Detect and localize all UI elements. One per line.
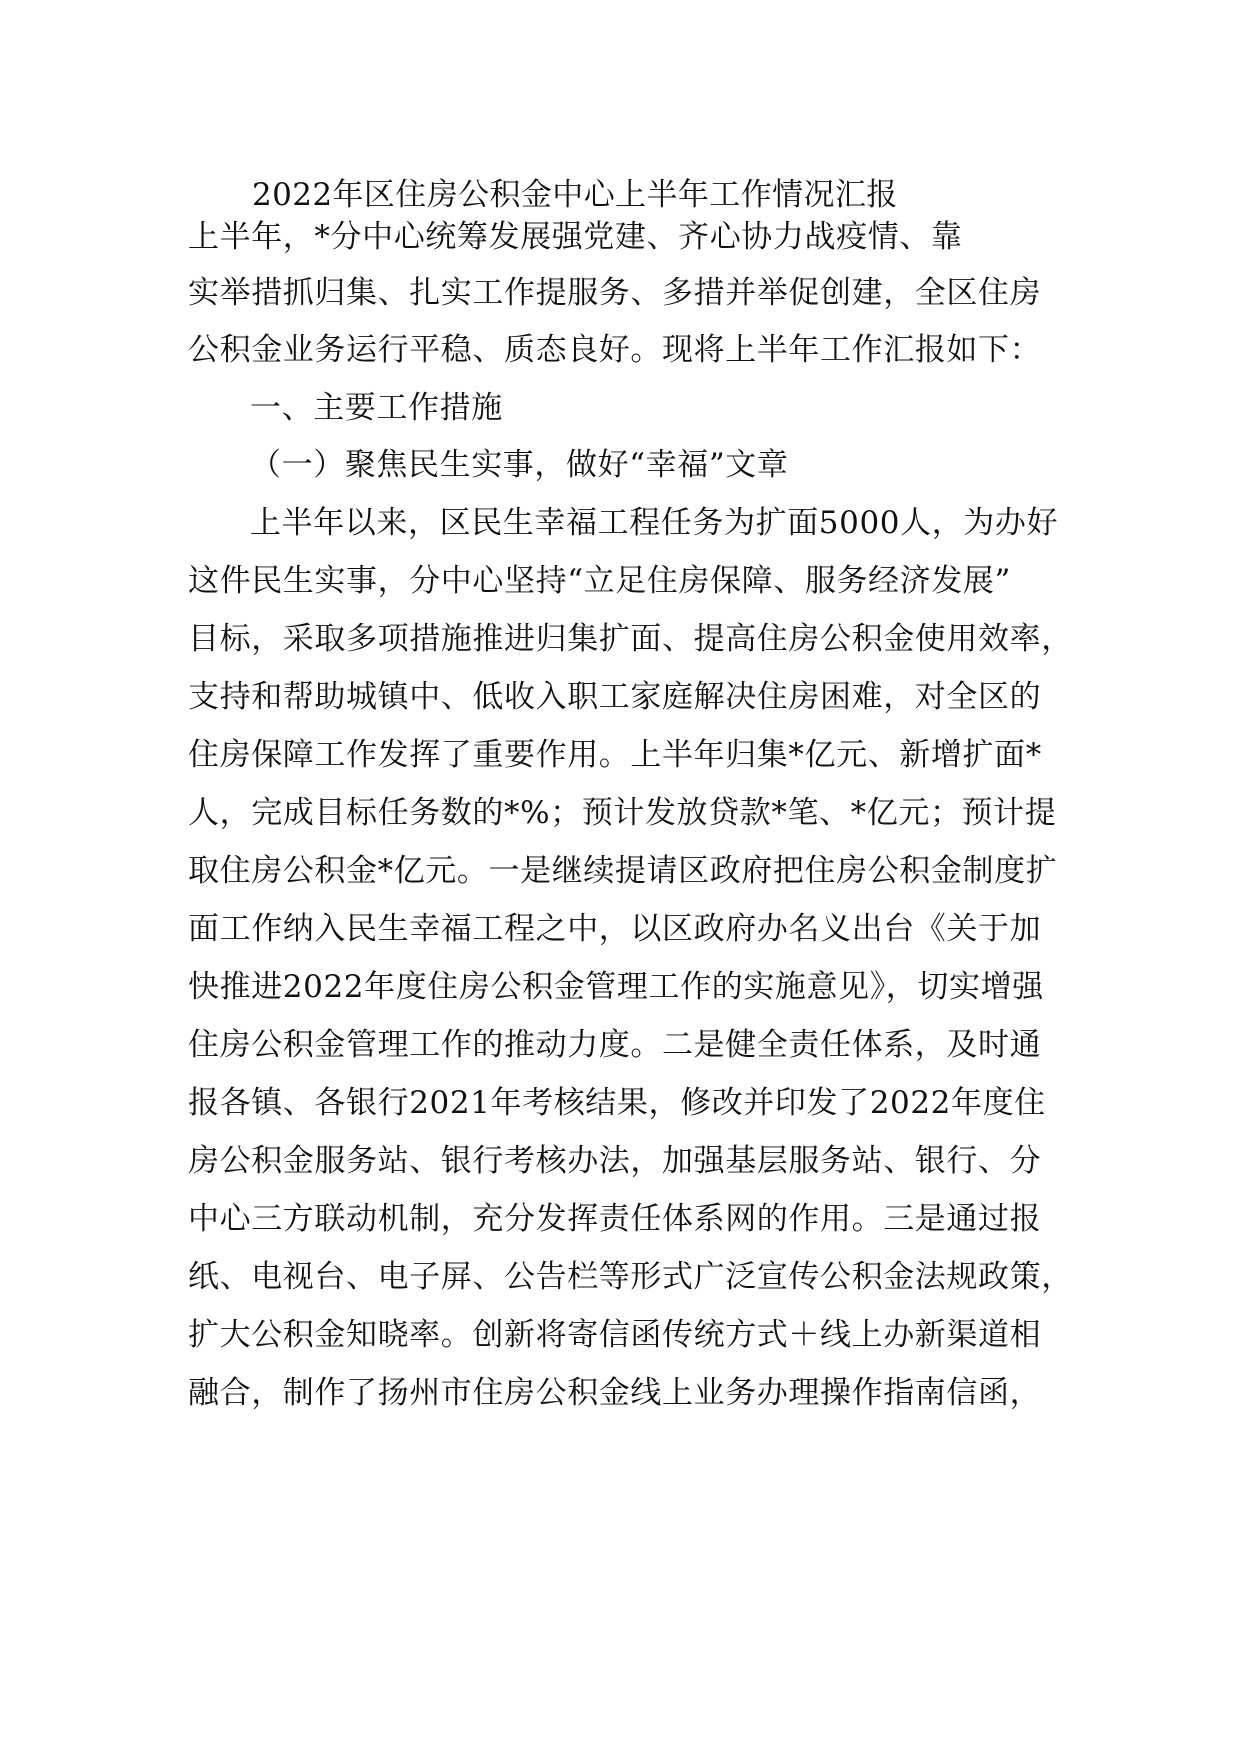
- body-line: 支持和帮助城镇中、低收入职工家庭解决住房困难，对全区的: [188, 679, 1042, 715]
- body-line: 纸、电视台、电子屏、公告栏等形式广泛宣传公积金法规政策，: [188, 1259, 1073, 1295]
- body-line: 目标，采取多项措施推进归集扩面、提高住房公积金使用效率，: [188, 621, 1073, 657]
- body-line: 面工作纳入民生幸福工程之中，以区政府办名义出台《关于加: [188, 911, 1042, 947]
- body-line: 报各镇、各银行2021年考核结果，修改并印发了2022年度住: [188, 1085, 1046, 1121]
- intro-line: 公积金业务运行平稳、质态良好。现将上半年工作汇报如下：: [188, 332, 1042, 368]
- subsection-heading: （一）聚焦民生实事，做好“幸福”文章: [250, 447, 789, 483]
- intro-line: 实举措抓归集、扎实工作提服务、多措并举促创建，全区住房: [188, 275, 1042, 311]
- section-heading: 一、主要工作措施: [250, 390, 503, 426]
- document-title: 2022年区住房公积金中心上半年工作情况汇报: [252, 177, 898, 213]
- body-line: 快推进2022年度住房公积金管理工作的实施意见》，切实增强: [188, 969, 1044, 1005]
- body-line: 上半年以来，区民生幸福工程任务为扩面5000人，为办好: [250, 505, 1059, 541]
- body-line: 人，完成目标任务数的*%；预计发放贷款*笔、*亿元；预计提: [188, 795, 1057, 831]
- body-line: 融合，制作了扬州市住房公积金线上业务办理操作指南信函，: [188, 1375, 1042, 1411]
- body-line: 中心三方联动机制，充分发挥责任体系网的作用。三是通过报: [188, 1201, 1042, 1237]
- body-line: 扩大公积金知晓率。创新将寄信函传统方式＋线上办新渠道相: [188, 1317, 1042, 1353]
- intro-line: 上半年，*分中心统筹发展强党建、齐心协力战疫情、靠: [188, 219, 963, 255]
- body-line: 住房公积金管理工作的推动力度。二是健全责任体系，及时通: [188, 1027, 1042, 1063]
- body-line: 房公积金服务站、银行考核办法，加强基层服务站、银行、分: [188, 1143, 1042, 1179]
- body-line: 这件民生实事，分中心坚持“立足住房保障、服务经济发展”: [188, 563, 1011, 599]
- body-line: 取住房公积金*亿元。一是继续提请区政府把住房公积金制度扩: [188, 853, 1058, 889]
- body-line: 住房保障工作发挥了重要作用。上半年归集*亿元、新增扩面*: [188, 737, 1042, 773]
